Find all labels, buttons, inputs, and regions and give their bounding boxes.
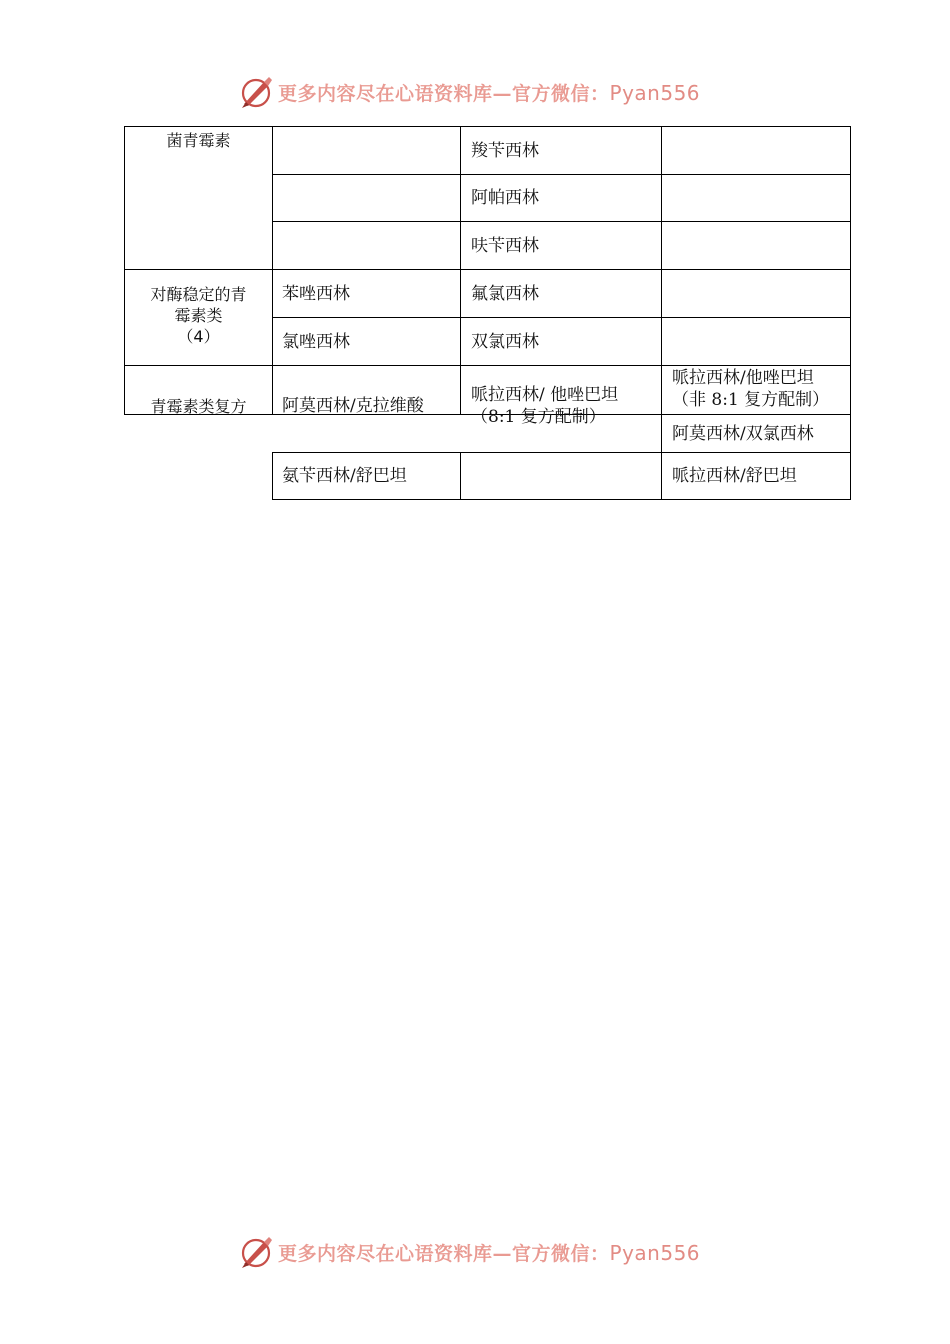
table-cell: 阿帕西林: [471, 188, 539, 208]
category-label: 菌青霉素: [166, 131, 231, 150]
table-cell: 哌拉西林/ 他唑巴坦: [471, 385, 619, 405]
category-label: 对酶稳定的青 霉素类 （4）: [150, 285, 247, 346]
watermark-header: [238, 74, 700, 110]
table-cell: 氨苄西林/舒巴坦: [282, 466, 407, 486]
table-cell: 氟氯西林: [471, 284, 539, 304]
pen-logo-icon: [238, 1234, 274, 1270]
table-cell: 哌拉西林/他唑巴坦: [672, 368, 814, 388]
table-cell: 哌拉西林/舒巴坦: [672, 466, 797, 486]
table-cell: （非 8:1 复方配制）: [672, 390, 830, 410]
table-cell: 呋苄西林: [471, 236, 539, 256]
watermark-footer: [238, 1234, 700, 1270]
table-cell: 双氯西林: [471, 332, 539, 352]
category-label: 青霉素类复方: [150, 397, 247, 416]
table-cell: 阿莫西林/克拉维酸: [282, 396, 424, 416]
pen-logo-icon: [238, 74, 274, 110]
table-cell: 阿莫西林/双氯西林: [672, 424, 814, 444]
table-cell: （8:1 复方配制）: [471, 407, 606, 427]
table-cell: 苯唑西林: [282, 284, 350, 304]
watermark-text: 更多内容尽在心语资料库—官方微信：Pyan556: [278, 1240, 701, 1265]
watermark-text: 更多内容尽在心语资料库—官方微信：Pyan556: [278, 80, 701, 105]
table-cell: 氯唑西林: [282, 332, 350, 352]
table-cell: 羧苄西林: [471, 141, 539, 161]
